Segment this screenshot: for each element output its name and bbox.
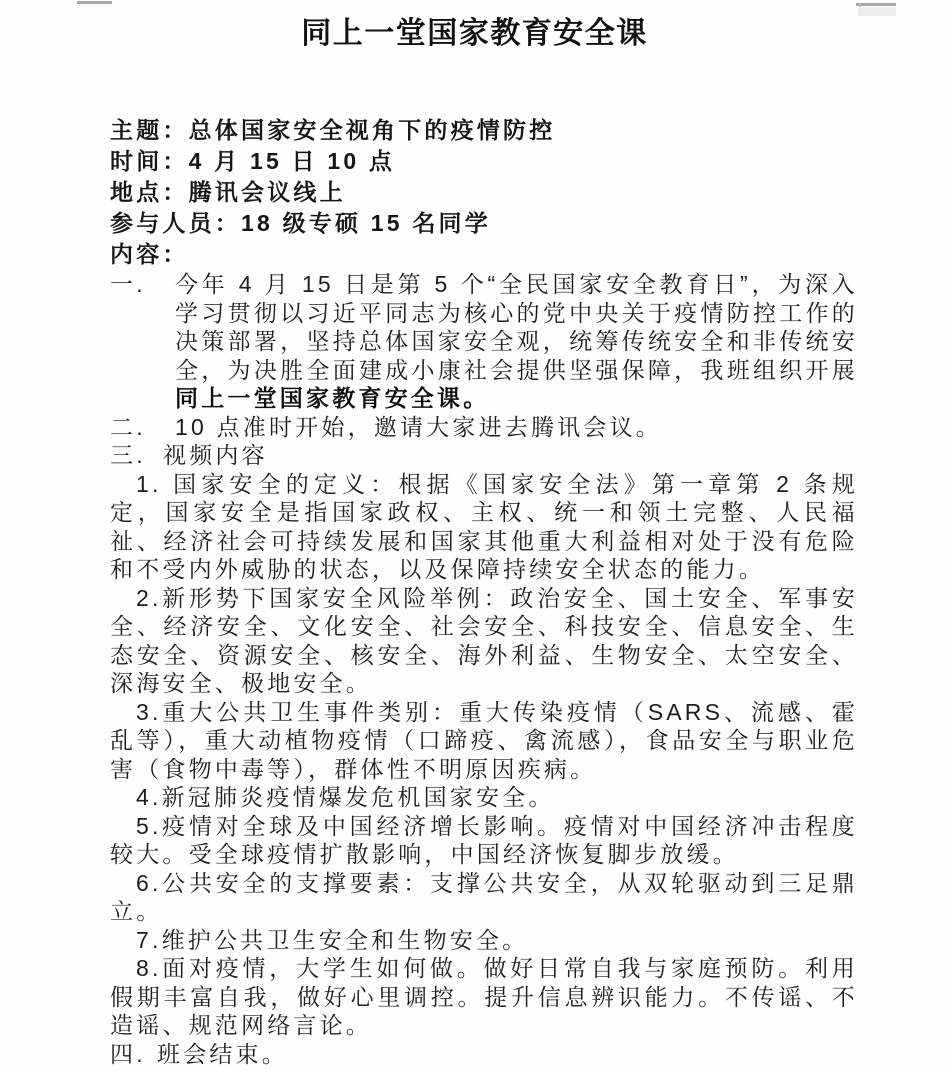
list-item-1-text (175, 270, 858, 413)
video-point-4: 4.新冠肺炎疫情爆发危机国家安全。 (136, 784, 555, 810)
list-item-3 (110, 441, 858, 470)
list-item-2 (110, 413, 858, 442)
meta-time: 时间：4 月 15 日 10 点 (110, 148, 396, 174)
meta-content-label: 内容： (110, 241, 189, 267)
list-item-2-marker: 二. (110, 413, 146, 440)
page-title: 同上一堂国家教育安全课 (301, 17, 648, 50)
list-item-2-text: 10 点准时开始，邀请大家进去腾讯会议。 (175, 413, 662, 440)
page-edge-artifact-left (77, 1, 112, 4)
list-item-4 (110, 1040, 858, 1069)
list-item-1 (110, 270, 858, 413)
list-item-1-text-regular: 今年 4 月 15 日是第 5 个“全民国家安全教育日”，为深入学习贯彻以习近平同志为核心的党中央关于疫情防控工作的决策部署，坚持总体国家安全观，统筹传统安全和非传统安全，为决胜全面建成小康社会提供坚强保障，我班组织开展 (175, 271, 858, 383)
list-item-3-marker: 三. (110, 442, 146, 468)
document-content (110, 115, 858, 1068)
video-point-6: 6.公共安全的支撑要素：支撑公共安全，从双轮驱动到三足鼎立。 (110, 869, 858, 924)
video-point-5: 5.疫情对全球及中国经济增长影响。疫情对中国经济冲击程度较大。受全球疫情扩散影响，中国经济恢复脚步放缓。 (110, 812, 858, 867)
video-point-7: 7.维护公共卫生安全和生物安全。 (136, 926, 529, 953)
list-item-4-marker: 四. (110, 1040, 146, 1067)
meta-participants: 参与人员：18 级专硕 15 名同学 (110, 210, 491, 236)
list-item-4-text: 班会结束。 (157, 1040, 288, 1067)
meta-location: 地点：腾讯会议线上 (110, 179, 346, 205)
video-point-2: 2.新形势下国家安全风险举例：政治安全、国土安全、军事安全、经济安全、文化安全、社会安全、科技安全、信息安全、生态安全、资源安全、核安全、海外利益、生物安全、太空安全、深海安全、极地安全。 (110, 584, 858, 696)
video-point-1: 1. 国家安全的定义：根据《国家安全法》第一章第 2 条规定，国家安全是指国家政权、主权、统一和领土完整、人民福祉、经济社会可持续发展和国家其他重大利益相对处于没有危险和不受内外威胁的状态，以及保障持续安全状态的能力。 (110, 470, 858, 582)
page-edge-artifact-right (856, 3, 896, 6)
video-point-8: 8.面对疫情，大学生如何做。做好日常自我与家庭预防。利用假期丰富自我，做好心里调控。提升信息辨识能力。不传谣、不造谣、规范网络言论。 (110, 955, 858, 1038)
video-point-3: 3.重大公共卫生事件类别：重大传染疫情（SARS、流感、霍乱等），重大动植物疫情（口蹄疫、禽流感），食品安全与职业危害（食物中毒等），群体性不明原因疾病。 (110, 698, 858, 782)
meta-topic: 主题：总体国家安全视角下的疫情防控 (110, 117, 556, 143)
list-item-3-text: 视频内容 (163, 442, 268, 468)
list-item-1-marker: 一. (110, 271, 146, 297)
list-item-1-text-bold: 同上一堂国家教育安全课。 (175, 385, 490, 411)
page-edge-artifact-right-shade (858, 7, 896, 16)
